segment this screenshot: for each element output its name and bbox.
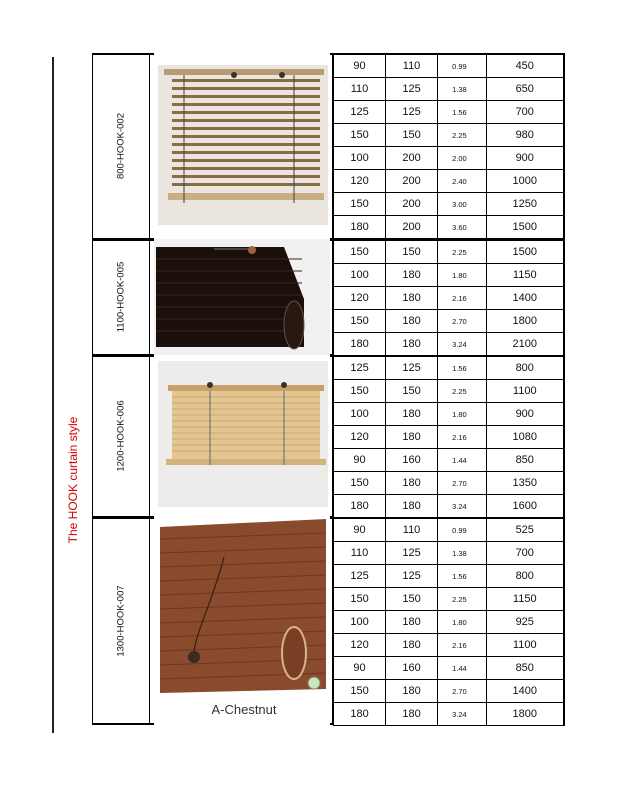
table-cell: 2.70 — [438, 310, 486, 333]
table-cell: 125 — [334, 565, 386, 588]
table-cell: 160 — [386, 657, 438, 680]
table-cell: 180 — [334, 495, 386, 518]
table-cell: 1150 — [486, 588, 564, 611]
table-cell: 2.25 — [438, 380, 486, 403]
table-cell: 2100 — [486, 333, 564, 356]
table-cell: 125 — [334, 101, 386, 124]
table-cell: 180 — [386, 310, 438, 333]
table-cell: 180 — [386, 264, 438, 287]
table-row — [334, 170, 565, 193]
table-cell: 125 — [386, 356, 438, 380]
product-code: 800-HOOK-002 — [115, 112, 126, 180]
table-cell: 125 — [334, 356, 386, 380]
photo-caption: A-Chestnut — [211, 702, 277, 717]
table-cell: 1.38 — [438, 78, 486, 101]
table-cell: 150 — [334, 124, 386, 147]
table-cell: 180 — [386, 703, 438, 726]
table-cell: 180 — [386, 403, 438, 426]
table-row — [334, 426, 565, 449]
table-cell: 1350 — [486, 472, 564, 495]
table-cell: 980 — [486, 124, 564, 147]
product-code-cell — [92, 53, 150, 239]
table-cell: 125 — [386, 101, 438, 124]
table-cell: 800 — [486, 356, 564, 380]
table-cell: 1.80 — [438, 611, 486, 634]
table-row — [334, 356, 565, 380]
table-cell: 180 — [386, 495, 438, 518]
table-cell: 3.24 — [438, 495, 486, 518]
left-rule — [52, 57, 54, 733]
product-code-cell — [92, 517, 150, 725]
table-cell: 450 — [486, 54, 564, 78]
table-cell: 900 — [486, 403, 564, 426]
table-cell: 200 — [386, 193, 438, 216]
table-cell: 1150 — [486, 264, 564, 287]
table-cell: 150 — [386, 588, 438, 611]
table-cell: 110 — [334, 78, 386, 101]
table-cell: 2.16 — [438, 634, 486, 657]
table-cell: 525 — [486, 518, 564, 542]
table-row — [334, 472, 565, 495]
table-cell: 180 — [386, 472, 438, 495]
table-cell: 100 — [334, 147, 386, 170]
table-row — [334, 264, 565, 287]
table-cell: 150 — [386, 380, 438, 403]
table-row — [334, 310, 565, 333]
table-row — [334, 634, 565, 657]
table-cell: 180 — [386, 287, 438, 310]
table-cell: 700 — [486, 542, 564, 565]
table-cell: 925 — [486, 611, 564, 634]
table-cell: 1800 — [486, 703, 564, 726]
table-cell: 180 — [334, 216, 386, 239]
table-cell: 180 — [334, 703, 386, 726]
table-cell: 1500 — [486, 216, 564, 239]
table-cell: 200 — [386, 170, 438, 193]
table-row — [334, 611, 565, 634]
table-row — [334, 495, 565, 518]
table-cell: 150 — [334, 380, 386, 403]
table-cell: 150 — [334, 588, 386, 611]
table-row — [334, 657, 565, 680]
table-row — [334, 54, 565, 78]
table-cell: 90 — [334, 54, 386, 78]
table-row — [334, 449, 565, 472]
product-photo — [154, 53, 330, 239]
table-cell: 125 — [386, 565, 438, 588]
table-cell: 3.00 — [438, 193, 486, 216]
table-cell: 2.70 — [438, 680, 486, 703]
table-row — [334, 147, 565, 170]
product-group — [92, 53, 565, 239]
table-cell: 1000 — [486, 170, 564, 193]
table-cell: 1100 — [486, 380, 564, 403]
table-row — [334, 380, 565, 403]
table-cell: 110 — [334, 542, 386, 565]
table-cell: 1.44 — [438, 657, 486, 680]
product-code: 1100-HOOK-005 — [115, 261, 126, 333]
table-cell: 0.99 — [438, 54, 486, 78]
table-cell: 850 — [486, 657, 564, 680]
table-cell: 1.56 — [438, 101, 486, 124]
table-cell: 150 — [334, 240, 386, 264]
product-group — [92, 355, 565, 517]
table-cell: 120 — [334, 634, 386, 657]
table-row — [334, 333, 565, 356]
table-cell: 1600 — [486, 495, 564, 518]
table-cell: 200 — [386, 216, 438, 239]
table-cell: 110 — [386, 518, 438, 542]
table-cell: 2.25 — [438, 588, 486, 611]
product-code-cell — [92, 239, 150, 355]
section-title: The HOOK curtain style — [66, 416, 80, 544]
table-cell: 2.00 — [438, 147, 486, 170]
table-cell: 1.44 — [438, 449, 486, 472]
table-cell: 180 — [386, 333, 438, 356]
product-code: 1300-HOOK-007 — [115, 585, 126, 657]
table-cell: 1.38 — [438, 542, 486, 565]
price-table — [333, 239, 565, 356]
table-cell: 100 — [334, 611, 386, 634]
table-cell: 150 — [334, 310, 386, 333]
product-photo — [154, 355, 330, 517]
table-row — [334, 588, 565, 611]
table-cell: 1.80 — [438, 403, 486, 426]
product-code-cell — [92, 355, 150, 517]
table-cell: 1.56 — [438, 565, 486, 588]
product-photo — [154, 517, 330, 725]
table-cell: 2.70 — [438, 472, 486, 495]
table-cell: 120 — [334, 287, 386, 310]
table-row — [334, 101, 565, 124]
table-row — [334, 680, 565, 703]
table-cell: 0.99 — [438, 518, 486, 542]
table-cell: 1100 — [486, 634, 564, 657]
price-table — [333, 355, 565, 518]
table-cell: 150 — [334, 680, 386, 703]
table-cell: 1.80 — [438, 264, 486, 287]
product-group — [92, 239, 565, 355]
table-cell: 180 — [386, 611, 438, 634]
table-cell: 2.25 — [438, 240, 486, 264]
table-row — [334, 193, 565, 216]
table-row — [334, 518, 565, 542]
table-cell: 650 — [486, 78, 564, 101]
table-row — [334, 542, 565, 565]
table-cell: 125 — [386, 542, 438, 565]
table-cell: 1800 — [486, 310, 564, 333]
product-group — [92, 517, 565, 725]
table-cell: 180 — [386, 426, 438, 449]
table-cell: 100 — [334, 264, 386, 287]
table-cell: 100 — [334, 403, 386, 426]
table-cell: 180 — [334, 333, 386, 356]
table-cell: 2.16 — [438, 426, 486, 449]
product-photo — [154, 239, 330, 355]
table-cell: 2.25 — [438, 124, 486, 147]
table-cell: 700 — [486, 101, 564, 124]
table-cell: 900 — [486, 147, 564, 170]
table-cell: 3.24 — [438, 703, 486, 726]
table-cell: 180 — [386, 634, 438, 657]
table-cell: 1400 — [486, 680, 564, 703]
price-table — [333, 53, 565, 239]
table-cell: 150 — [386, 124, 438, 147]
table-cell: 3.60 — [438, 216, 486, 239]
table-cell: 3.24 — [438, 333, 486, 356]
table-row — [334, 240, 565, 264]
table-cell: 1400 — [486, 287, 564, 310]
table-cell: 800 — [486, 565, 564, 588]
table-cell: 90 — [334, 449, 386, 472]
table-row — [334, 403, 565, 426]
price-table — [333, 517, 565, 726]
table-cell: 850 — [486, 449, 564, 472]
table-cell: 150 — [386, 240, 438, 264]
table-row — [334, 78, 565, 101]
table-cell: 125 — [386, 78, 438, 101]
table-cell: 120 — [334, 170, 386, 193]
table-cell: 90 — [334, 518, 386, 542]
table-cell: 120 — [334, 426, 386, 449]
table-cell: 1250 — [486, 193, 564, 216]
table-row — [334, 703, 565, 726]
table-cell: 2.40 — [438, 170, 486, 193]
table-cell: 200 — [386, 147, 438, 170]
table-row — [334, 287, 565, 310]
table-cell: 1500 — [486, 240, 564, 264]
table-cell: 150 — [334, 193, 386, 216]
table-cell: 160 — [386, 449, 438, 472]
table-cell: 1.56 — [438, 356, 486, 380]
table-cell: 110 — [386, 54, 438, 78]
table-cell: 2.16 — [438, 287, 486, 310]
table-cell: 1080 — [486, 426, 564, 449]
table-row — [334, 565, 565, 588]
table-cell: 90 — [334, 657, 386, 680]
product-code: 1200-HOOK-006 — [115, 400, 126, 472]
table-cell: 180 — [386, 680, 438, 703]
table-row — [334, 124, 565, 147]
table-row — [334, 216, 565, 239]
table-cell: 150 — [334, 472, 386, 495]
